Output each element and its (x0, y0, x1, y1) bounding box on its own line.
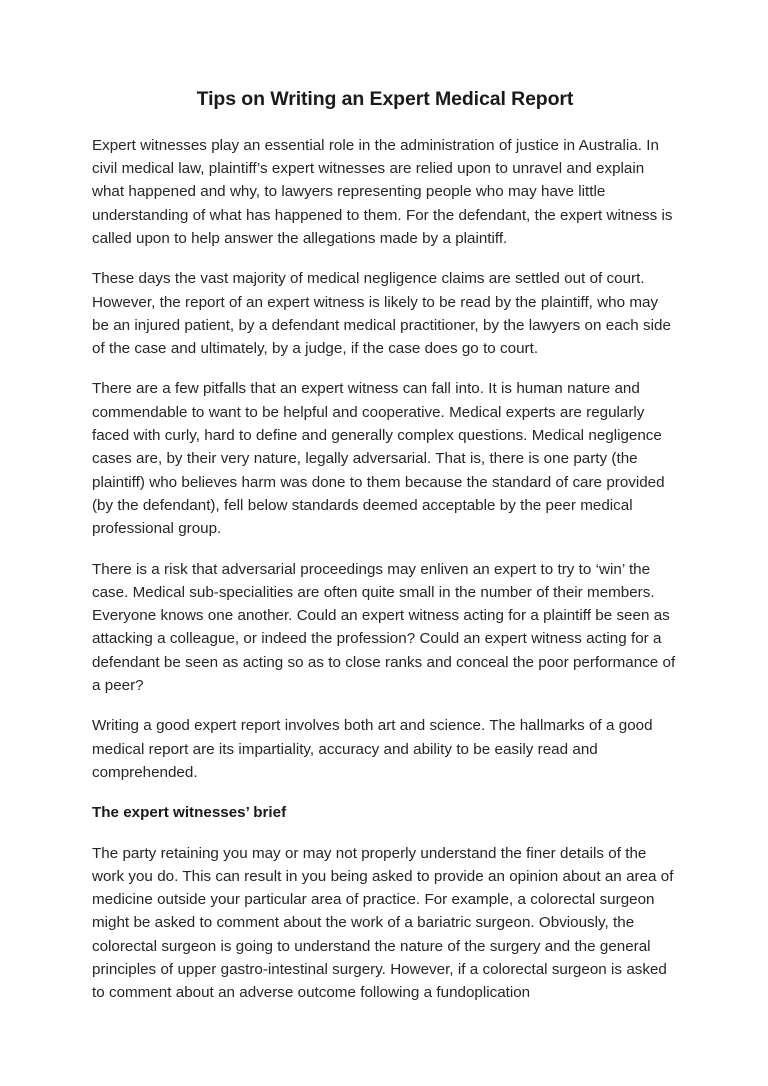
paragraph-risk-of-winning-mindset: There is a risk that adversarial proceedings may enliven an expert to try to ‘win’ the case. Medical sub-specialities are often quite small in the number of their members. Everyone knows one another. Could an expert witness acting for a plaintiff be seen as attacking a colleague, or indeed the profession? Could an expert witness acting for a defendant be seen as acting so as to close ranks and conceal the poor performance of a peer? (92, 560, 676, 695)
paragraph-settlement-and-readership: These days the vast majority of medical negligence claims are settled out of court. However, the report of an expert witness is likely to be read by the plaintiff, who may be an injured patient, by a defendant medical practitioner, by the lawyers on each side of the case and ultimately, by a judge, if the case does go to court. (92, 270, 671, 358)
paragraph-scope-of-practice-example: The party retaining you may or may not properly understand the finer details of the work you do. This can result in you being asked to provide an opinion about an area of medicine outside your particular area of practice. For example, a colorectal surgeon might be asked to comment about the work of a bariatric surgeon. Obviously, the colorectal surgeon is going to understand the nature of the surgery and the general principles of upper gastro-intestinal surgery. However, if a colorectal surgeon is asked to comment about an adverse outcome following a fundoplication (92, 844, 674, 1002)
paragraph-intro-role-of-expert-witnesses: Expert witnesses play an essential role in the administration of justice in Australia. In civil medical law, plaintiff’s expert witnesses are relied upon to unravel and explain what happened and why, to lawyers representing people who may have little understanding of what has happened to them. For the defendant, the expert witness is called upon to help answer the allegations made by a plaintiff. (92, 136, 673, 247)
paragraph-hallmarks-of-good-report: Writing a good expert report involves both art and science. The hallmarks of a good medical report are its impartiality, accuracy and ability to be easily read and comprehended. (92, 717, 653, 781)
section-heading-expert-witnesses-brief: The expert witnesses’ brief (92, 804, 287, 822)
paragraph-pitfalls-and-adversarial-nature: There are a few pitfalls that an expert witness can fall into. It is human nature and commendable to want to be helpful and cooperative. Medical experts are regularly faced with curly, hard to define and generally complex questions. Medical negligence cases are, by their very nature, legally adversarial. That is, there is one party (the plaintiff) who believes harm was done to them because the standard of care provided (by the defendant), fell below standards deemed acceptable by the peer medical professional group. (92, 380, 665, 538)
document-body (92, 88, 678, 1005)
page-title: Tips on Writing an Expert Medical Report (196, 88, 574, 110)
